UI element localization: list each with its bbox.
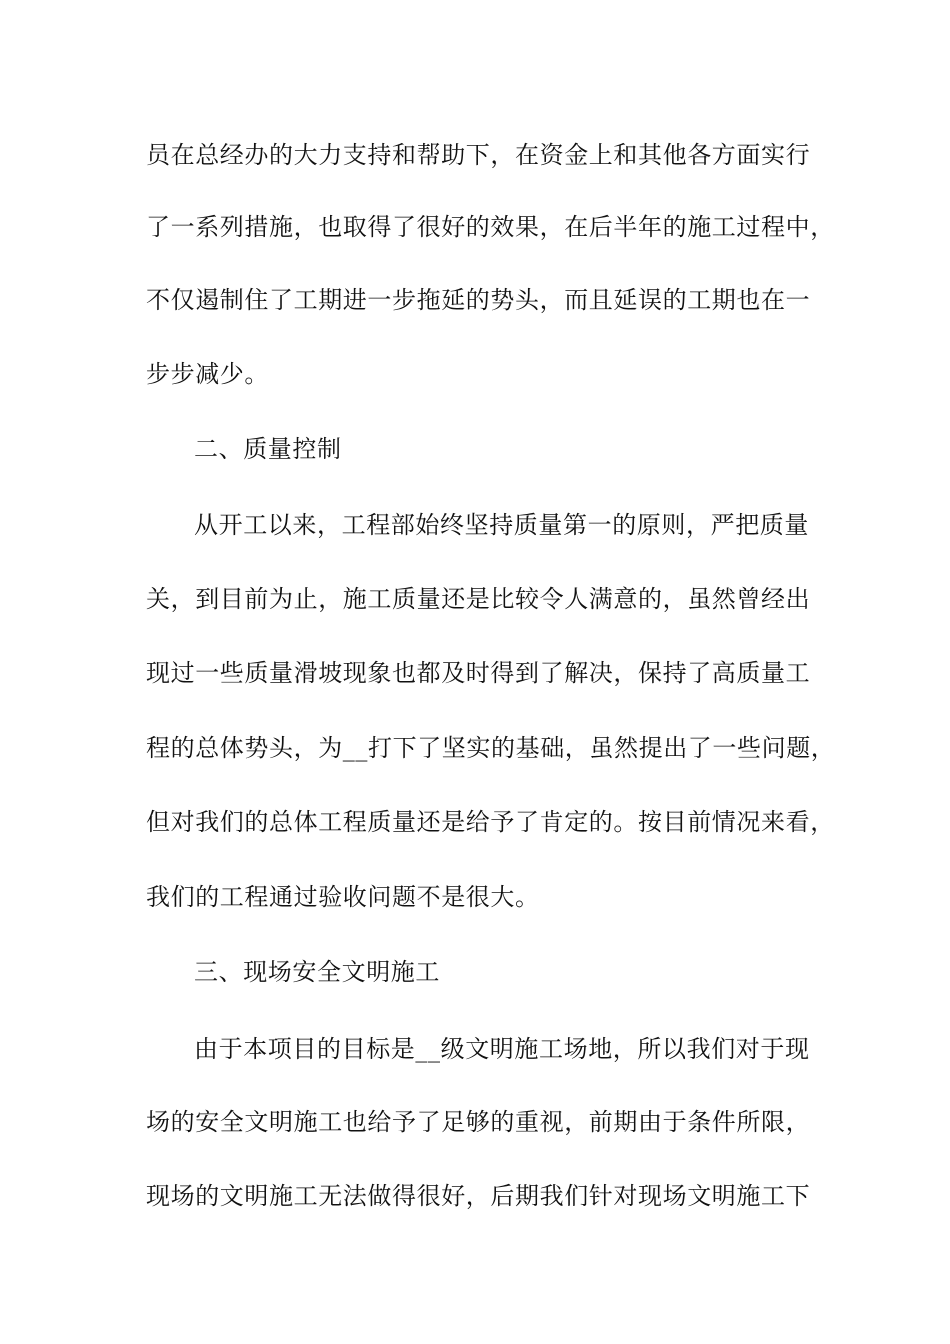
paragraph-line: 程的总体势头，为__打下了坚实的基础，虽然提出了一些问题， (146, 734, 836, 762)
paragraph-line: 步步减少。 (146, 360, 269, 388)
paragraph-line: 我们的工程通过验收问题不是很大。 (146, 883, 540, 911)
paragraph-line: 关，到目前为止，施工质量还是比较令人满意的，虽然曾经出 (146, 585, 811, 613)
paragraph-line: 员在总经办的大力支持和帮助下，在资金上和其他各方面实行 (146, 141, 811, 169)
paragraph-line: 现场的文明施工无法做得很好，后期我们针对现场文明施工下 (146, 1182, 811, 1210)
paragraph-line: 场的安全文明施工也给予了足够的重视，前期由于条件所限， (146, 1108, 811, 1136)
paragraph-line: 不仅遏制住了工期进一步拖延的势头，而且延误的工期也在一 (146, 286, 811, 314)
paragraph-line: 了一系列措施，也取得了很好的效果，在后半年的施工过程中， (146, 213, 835, 241)
paragraph-line: 但对我们的总体工程质量还是给予了肯定的。按目前情况来看， (146, 808, 835, 836)
paragraph-line: 由于本项目的目标是__级文明施工场地，所以我们对于现 (194, 1035, 810, 1063)
paragraph-line: 现过一些质量滑坡现象也都及时得到了解决，保持了高质量工 (146, 659, 811, 687)
paragraph-line: 从开工以来，工程部始终坚持质量第一的原则，严把质量 (194, 511, 809, 539)
section-heading-site-safety: 三、现场安全文明施工 (194, 958, 440, 986)
section-heading-quality-control: 二、质量控制 (194, 435, 342, 463)
